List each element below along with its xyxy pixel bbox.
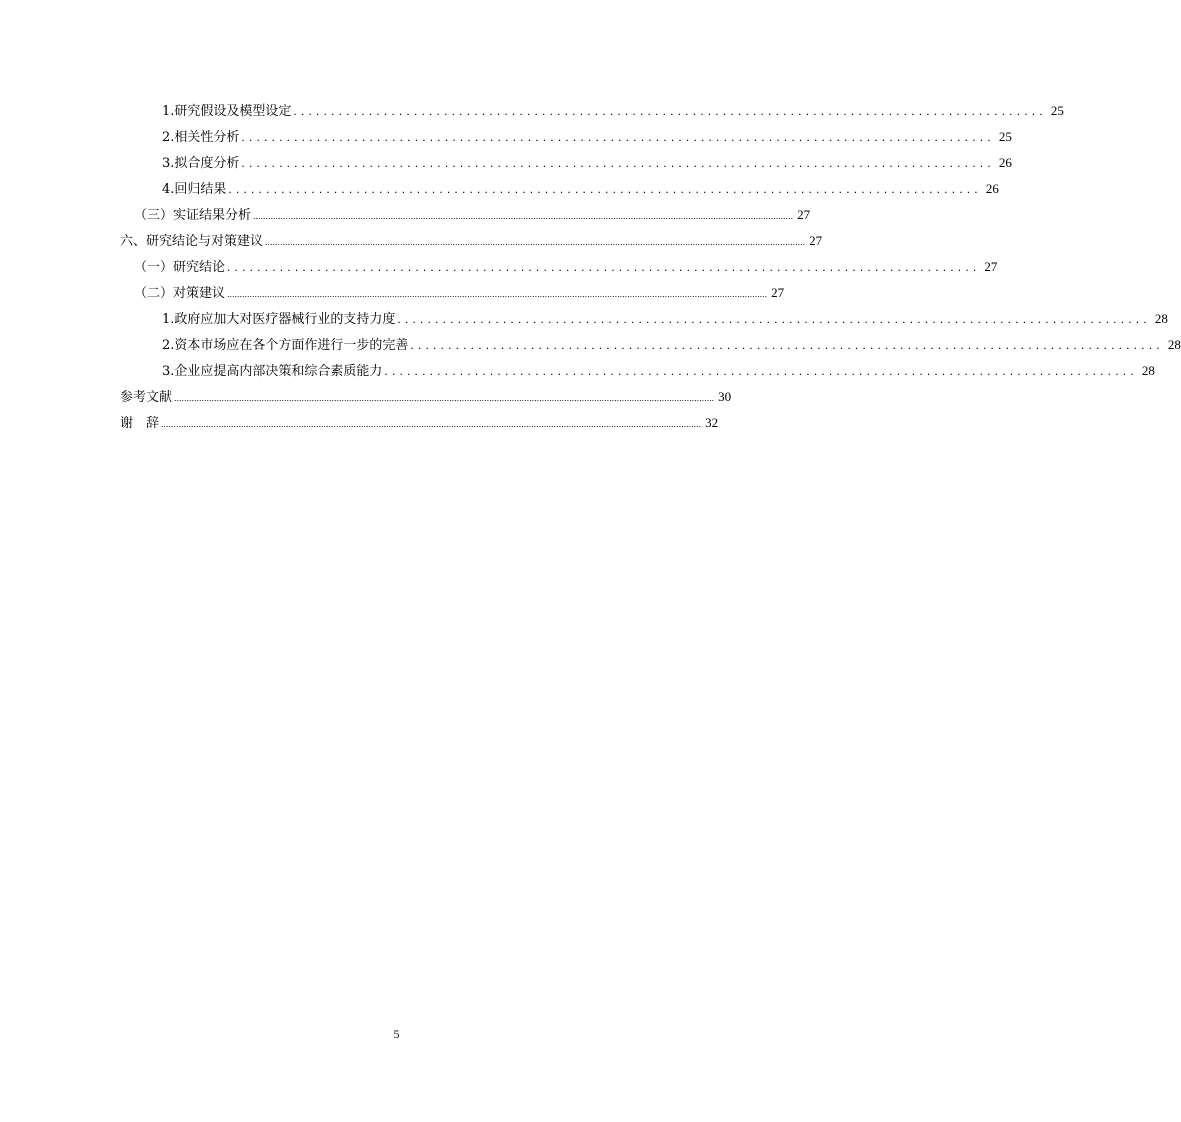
toc-entry-title: （三）实证结果分析 [134, 208, 252, 223]
toc-leader-dots: .................................................................................................... [241, 156, 995, 170]
toc-entry-page: 28 [1167, 337, 1181, 352]
toc-leader-dots: .................................................................................................... [410, 338, 1164, 352]
toc-entry-title: 1.研究假设及模型设定 [162, 104, 292, 119]
toc-entry-page: 27 [984, 259, 998, 274]
toc-leader-dots: ........................................................................................................................................................................................................................ [265, 237, 806, 247]
toc-entry-title: 1.政府应加大对医疗器械行业的支持力度 [162, 312, 396, 327]
toc-entry-page: 25 [998, 129, 1012, 144]
toc-entry-page: 27 [771, 285, 785, 300]
toc-entry[interactable] [120, 254, 998, 280]
toc-leader-dots: .................................................................................................... [227, 260, 981, 274]
toc-entry[interactable] [120, 306, 1168, 332]
toc-entry[interactable] [120, 332, 1181, 358]
toc-entry-title: 2.资本市场应在各个方面作进行一步的完善 [162, 338, 409, 353]
toc-entry-title: 参考文献 [120, 390, 173, 405]
toc-entry-title: （一）研究结论 [134, 260, 226, 275]
page-number: 5 [393, 1027, 400, 1041]
toc-entry-page: 26 [985, 181, 999, 196]
toc-entry-title: 3.拟合度分析 [162, 156, 240, 171]
toc-entry[interactable] [120, 280, 785, 306]
toc-leader-dots: ........................................................................................................................................................................................................................ [161, 419, 702, 429]
toc-leader-dots: ........................................................................................................................................................................................................................ [253, 211, 794, 221]
toc-entry-page: 27 [797, 207, 811, 222]
toc-entry-title: 谢 辞 [120, 416, 160, 431]
toc-entry[interactable] [120, 202, 811, 228]
toc-entry-title: 3.企业应提高内部决策和综合素质能力 [162, 364, 383, 379]
toc-entry-page: 28 [1154, 311, 1168, 326]
toc-leader-dots: .................................................................................................... [293, 104, 1047, 118]
toc-leader-dots: .................................................................................................... [384, 364, 1138, 378]
toc-leader-dots: .................................................................................................... [228, 182, 982, 196]
toc-entry-page: 28 [1141, 363, 1155, 378]
toc-entry[interactable] [120, 410, 719, 436]
toc-entry[interactable] [120, 124, 1012, 150]
toc-entry-page: 27 [809, 233, 823, 248]
toc-entry-title: 4.回归结果 [162, 182, 227, 197]
toc-entry-title: （二）对策建议 [134, 286, 226, 301]
toc-entry-page: 30 [718, 389, 732, 404]
toc-entry-title: 2.相关性分析 [162, 130, 240, 145]
toc-entry[interactable] [120, 176, 999, 202]
toc-leader-dots: .................................................................................................... [241, 130, 995, 144]
toc-entry[interactable] [120, 384, 732, 410]
toc-entry-title: 六、研究结论与对策建议 [120, 234, 264, 249]
toc-leader-dots: .................................................................................................... [397, 312, 1151, 326]
toc-entry[interactable] [120, 358, 1155, 384]
toc-entry-page: 32 [705, 415, 719, 430]
toc-leader-dots: ........................................................................................................................................................................................................................ [174, 393, 715, 403]
toc-entry[interactable] [120, 228, 823, 254]
toc-leader-dots: ........................................................................................................................................................................................................................ [227, 289, 768, 299]
toc-entry[interactable] [120, 150, 1012, 176]
toc-entry-page: 26 [998, 155, 1012, 170]
toc-entry-page: 25 [1050, 103, 1064, 118]
table-of-contents [120, 98, 1181, 436]
toc-entry[interactable] [120, 98, 1064, 124]
